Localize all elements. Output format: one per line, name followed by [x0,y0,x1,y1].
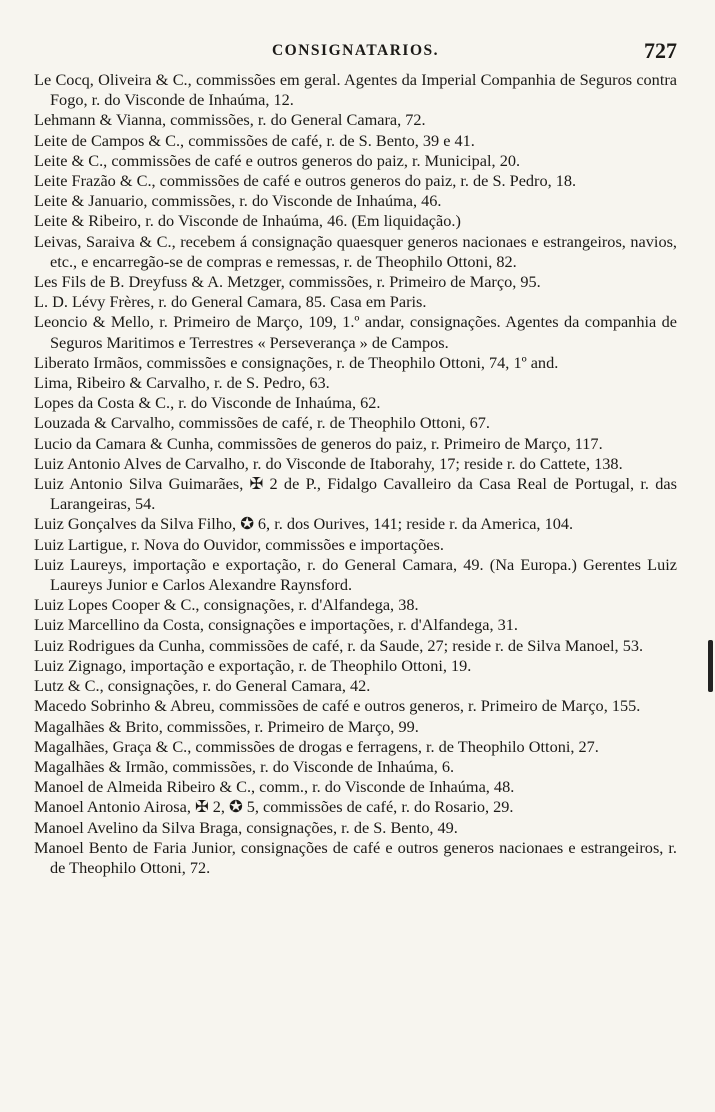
list-item: Leite de Campos & C., commissões de café, r. de S. Bento, 39 e 41. [34,130,475,150]
page-number: 727 [644,38,677,63]
entry-list [34,70,677,878]
list-item: Luiz Antonio Alves de Carvalho, r. do Visconde de Itaborahy, 17; reside r. do Cattete, 138. [34,453,623,473]
list-item: Leite & C., commissões de café e outros generos do paiz, r. Municipal, 20. [34,150,521,170]
list-item: Luiz Zignago, importação e exportação, r. de Theophilo Ottoni, 19. [34,655,472,675]
list-item: L. D. Lévy Frères, r. do General Camara, 85. Casa em Paris. [34,292,427,312]
list-item: Leoncio & Mello, r. Primeiro de Março, 109, 1.º andar, consignações. Agentes da companhia de Seguros Maritimos e Terrestres « Perseverança » de Campos. [34,312,677,352]
list-item: Leite & Ribeiro, r. do Visconde de Inhaúma, 46. (Em liquidação.) [34,211,461,231]
list-item: Magalhães, Graça & C., commissões de drogas e ferragens, r. de Theophilo Ottoni, 27. [34,736,599,756]
list-item: Lutz & C., consignações, r. do General Camara, 42. [34,676,371,696]
page-edge-mark [708,640,713,692]
list-item: Lucio da Camara & Cunha, commissões de generos do paiz, r. Primeiro de Março, 117. [34,433,603,453]
list-item: Luiz Rodrigues da Cunha, commissões de café, r. da Saude, 27; reside r. de Silva Manoel, 53. [34,635,644,655]
list-item: Les Fils de B. Dreyfuss & A. Metzger, commissões, r. Primeiro de Março, 95. [34,272,541,292]
list-item: Louzada & Carvalho, commissões de café, r. de Theophilo Ottoni, 67. [34,413,490,433]
list-item: Manoel Bento de Faria Junior, consignações de café e outros generos nacionaes e estrangeiros, r. de Theophilo Ottoni, 72. [34,837,677,877]
list-item: Luiz Laureys, importação e exportação, r. do General Camara, 49. (Na Europa.) Gerentes Luiz Laureys Junior e Carlos Alexandre Raynsford. [34,554,677,595]
list-item: Lopes da Costa & C., r. do Visconde de Inhaúma, 62. [34,393,381,413]
list-item: Manoel Avelino da Silva Braga, consignações, r. de S. Bento, 49. [34,817,458,837]
list-item: Luiz Antonio Silva Guimarães, ✠ 2 de P., Fidalgo Cavalleiro da Casa Real de Portugal, r. das Larangeiras, 54. [34,474,677,514]
list-item: Leite & Januario, commissões, r. do Visconde de Inhaúma, 46. [34,191,442,211]
list-item: Lehmann & Vianna, commissões, r. do General Camara, 72. [34,110,426,130]
list-item: Leivas, Saraiva & C., recebem á consignação quaesquer generos nacionaes e estrangeiros, navios, etc., e encarregão-se de compras e remessas, r. de Theophilo Ottoni, 82. [34,231,677,271]
list-item: Magalhães & Brito, commissões, r. Primeiro de Março, 99. [34,716,419,736]
list-item: Manoel Antonio Airosa, ✠ 2, ✪ 5, commissões de café, r. do Rosario, 29. [34,797,514,817]
list-item: Magalhães & Irmão, commissões, r. do Visconde de Inhaúma, 6. [34,756,455,776]
list-item: Lima, Ribeiro & Carvalho, r. de S. Pedro, 63. [34,373,330,393]
page-title: CONSIGNATARIOS. [271,42,440,59]
list-item: Leite Frazão & C., commissões de café e outros generos do paiz, r. de S. Pedro, 18. [34,171,577,191]
list-item: Liberato Irmãos, commissões e consignações, r. de Theophilo Ottoni, 74, 1º and. [34,352,559,372]
page-header [34,38,677,70]
list-item: Macedo Sobrinho & Abreu, commissões de café e outros generos, r. Primeiro de Março, 155. [34,696,641,716]
list-item: Luiz Lopes Cooper & C., consignações, r. d'Alfandega, 38. [34,595,419,615]
list-item: Le Cocq, Oliveira & C., commissões em geral. Agentes da Imperial Companhia de Seguros contra Fogo, r. do Visconde de Inhaúma, 12. [34,70,677,110]
list-item: Luiz Marcellino da Costa, consignações e importações, r. d'Alfandega, 31. [34,615,518,635]
list-item: Luiz Gonçalves da Silva Filho, ✪ 6, r. dos Ourives, 141; reside r. da America, 104. [34,514,574,534]
list-item: Luiz Lartigue, r. Nova do Ouvidor, commissões e importações. [34,534,444,554]
list-item: Manoel de Almeida Ribeiro & C., comm., r. do Visconde de Inhaúma, 48. [34,777,515,797]
